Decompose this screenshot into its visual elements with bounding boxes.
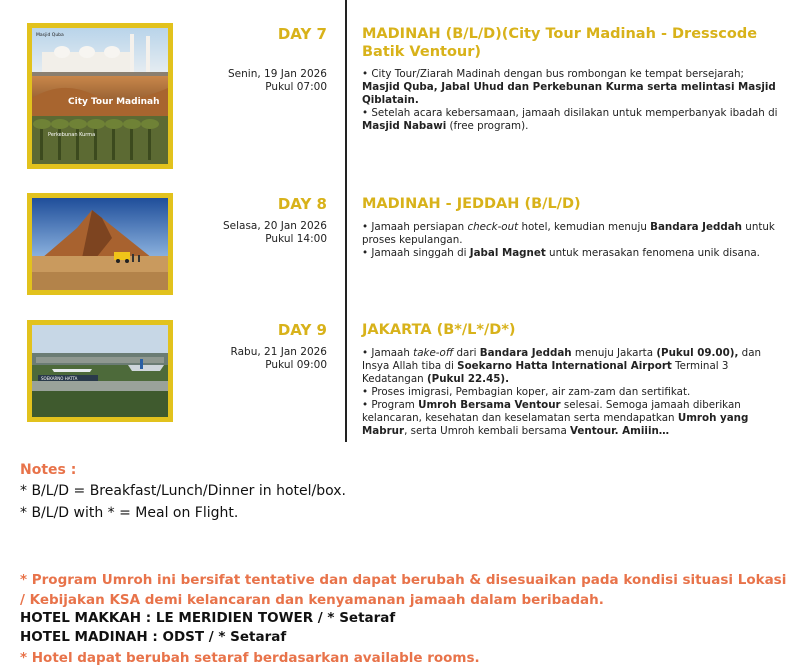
bullet-text: Bandara Jeddah — [650, 221, 743, 233]
date-text: Senin, 19 Jan 2026 — [228, 68, 327, 80]
day-description — [362, 221, 782, 260]
bullet-text: Masjid Nabawi — [362, 120, 447, 132]
bullet-text: (Pukul 22.45). — [426, 373, 510, 385]
bullet-text: Umroh Bersama Ventour — [418, 399, 561, 411]
bullet-item — [362, 386, 782, 399]
bullet-text: untuk proses kepulangan. — [362, 221, 775, 246]
day-8-photo — [27, 193, 173, 295]
bullet-text: • Program — [362, 399, 419, 411]
bullet-text: Umroh yang Mabrur — [362, 412, 749, 437]
bullet-text: dari — [453, 347, 480, 359]
bullet-text: selesai. Semoga jamaah diberikan kelancaran, kesehatan dan keselamatan serta mendapatkan — [362, 399, 741, 424]
bullet-text: dan Insya Allah tiba di — [362, 347, 762, 372]
time-text: Pukul 14:00 — [265, 233, 327, 245]
hotel-note: * Hotel dapat berubah setaraf berdasarkan available rooms. — [20, 650, 480, 666]
bullet-item — [362, 347, 782, 386]
bullet-item — [362, 247, 782, 260]
time-text: Pukul 09:00 — [265, 359, 327, 371]
bullet-text: hotel, kemudian menuju — [518, 221, 651, 233]
bullet-text: Terminal 3 Kedatangan — [362, 360, 729, 385]
bullet-text: untuk merasakan fenomena unik disana. — [545, 247, 760, 259]
bullet-text: Soekarno Hatta International Airport — [457, 360, 672, 372]
city-tour-madinah-image — [32, 28, 168, 164]
bullet-text: (free program). — [446, 120, 529, 132]
bullet-text: • Jamaah — [362, 347, 414, 359]
day-title: MADINAH (B/L/D)(City Tour Madinah - Dresscode Batik Ventour) — [362, 26, 758, 60]
bullet-text: • Proses imigrasi, Pembagian koper, air zam-zam dan sertifikat. — [362, 386, 691, 398]
day-title: MADINAH - JEDDAH (B/L/D) — [362, 196, 581, 212]
notes-title: Notes : — [20, 462, 77, 478]
soekarno-hatta-airport-image — [32, 325, 168, 417]
date-text: Rabu, 21 Jan 2026 — [230, 346, 327, 358]
bullet-text: • Jamaah singgah di — [362, 247, 470, 259]
photo-tag: Masjid Quba — [36, 33, 64, 38]
bullet-item — [362, 221, 782, 247]
day-description — [362, 347, 782, 438]
photo-caption: City Tour Madinah — [68, 97, 160, 107]
day-label: DAY 9 — [277, 321, 327, 339]
bullet-text: Bandara Jeddah — [479, 347, 572, 359]
day-title: JAKARTA (B*/L*/D*) — [362, 322, 516, 338]
photo-tag: SOEKARNO HATTA — [41, 376, 78, 381]
jabal-magnet-image — [32, 198, 168, 290]
photo-sub: Perkebunan Kurma — [48, 132, 96, 138]
timeline-divider — [345, 0, 347, 442]
bullet-text: • City Tour/Ziarah Madinah dengan bus rombongan ke tempat bersejarah; — [362, 68, 745, 80]
bullet-text: Jabal Magnet — [469, 247, 546, 259]
note-line: * B/L/D with * = Meal on Flight. — [20, 505, 239, 521]
day-9-photo — [27, 320, 173, 422]
bullet-text: check-out — [467, 221, 519, 233]
bullet-text: • Jamaah persiapan — [362, 221, 468, 233]
day-label: DAY 7 — [277, 25, 327, 43]
day-7-photo — [27, 23, 173, 169]
day-date — [223, 220, 327, 246]
disclaimer: * Program Umroh ini bersifat tentative dan dapat berubah & disesuaikan pada kondisi situasi Lokasi / Kebijakan KSA demi kelancaran dan kenyamanan jamaah dalam beribadah. — [20, 572, 787, 608]
bullet-text: Masjid Quba, Jabal Uhud dan Perkebunan Kurma serta melintasi Masjid Qiblatain. — [362, 81, 776, 106]
bullet-text: take-off — [413, 347, 454, 359]
bullet-text: (Pukul 09.00), — [656, 347, 739, 359]
bullet-text: menuju Jakarta — [571, 347, 657, 359]
bullet-text: , serta Umroh kembali bersama — [404, 425, 571, 437]
hotel-madinah: HOTEL MADINAH : ODST / * Setaraf — [20, 629, 287, 645]
day-date — [231, 346, 327, 372]
date-text: Selasa, 20 Jan 2026 — [222, 220, 327, 232]
bullet-item — [362, 107, 782, 133]
day-description — [362, 68, 782, 133]
note-line: * B/L/D = Breakfast/Lunch/Dinner in hotel/box. — [20, 483, 346, 499]
hotel-makkah: HOTEL MAKKAH : LE MERIDIEN TOWER / * Setaraf — [20, 610, 396, 626]
day-label: DAY 8 — [277, 195, 327, 213]
bullet-text: Ventour. Amiiin… — [570, 425, 670, 437]
time-text: Pukul 07:00 — [265, 81, 327, 93]
bullet-text: • Setelah acara kebersamaan, jamaah disilakan untuk memperbanyak ibadah di — [362, 107, 778, 119]
day-date — [228, 68, 327, 94]
bullet-item — [362, 68, 782, 107]
bullet-item — [362, 399, 782, 438]
